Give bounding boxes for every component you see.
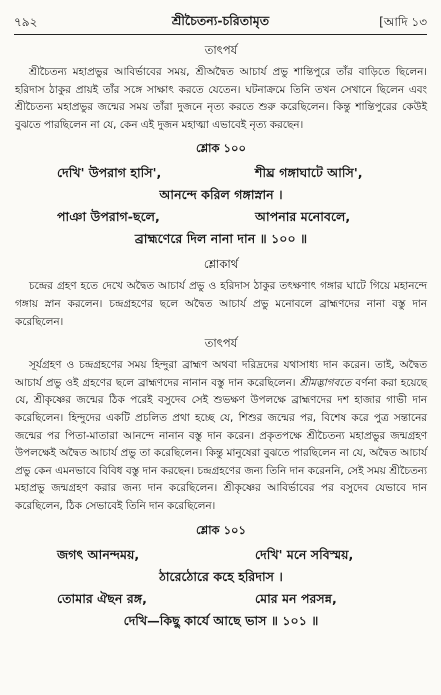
purport-paragraph: শ্রীচৈতন্য মহাপ্রভুর আবির্ভাবের সময়, শ্রীঅদ্বৈত আচার্য প্রভু শান্তিপুরে তাঁর বাড়িতে ছিলেন। হরিদাস ঠাকুর প্রায়ই তাঁর সঙ্গে সাক্ষাৎ করতে যেতেন। ঘটনাক্রমে তিনি তখন সেখানে ছিলেন এবং শ্রীচৈতন্য মহাপ্রভুর জন্মের সময় তাঁরা দুজনে নৃত্য করতে শুরু করেছিলেন। কিন্তু শান্তিপুরের কেউই বুঝতে পারছিলেন না যে, কেন এই দুজন মহাত্মা এভাবেই নৃত্য করছেন।: [15, 66, 427, 131]
verse-line-left: পাঞা উপরাগ-ছলে,: [57, 209, 160, 225]
chapter-reference: [আদি ১৩: [379, 15, 427, 29]
page-number: ৭৯২: [14, 15, 38, 29]
verse-line-left: দেখি' উপরাগ হাসি',: [57, 165, 162, 181]
verse-line-left: জগৎ আনন্দময়,: [57, 546, 140, 562]
verse-line-right: মোর মন পরসন্ন,: [255, 590, 337, 606]
verse-line-left: তোমার ঐছন রঙ্গ,: [57, 590, 147, 606]
verse-line-right: আপনার মনোবলে,: [255, 209, 351, 225]
verse-line: [15, 206, 427, 228]
book-title: শ্রীচৈতন্য-চরিতামৃত: [171, 13, 270, 28]
verse-line: দেখি—কিছু কার্যে আছে ভাস ॥ ১০১ ॥: [123, 612, 319, 628]
purport-heading: তাৎপর্য: [204, 336, 238, 351]
sloka-heading: শ্লোক ১০০: [196, 141, 246, 156]
verse-line: আনন্দে করিল গঙ্গাস্নান ।: [159, 187, 283, 203]
verse-line: ঠারেঠোরে কহে হরিদাস ।: [159, 568, 283, 584]
verse-line: ব্রাহ্মণেরে দিল নানা দান ॥ ১০০ ॥: [134, 231, 308, 247]
scripture-reference: শ্রীমদ্ভাগবতে: [299, 376, 352, 389]
translation-heading: শ্লোকার্থ: [203, 257, 239, 272]
page-content: [15, 40, 427, 632]
verse-line: [15, 162, 427, 184]
running-header: [14, 10, 427, 32]
verse-line: [15, 544, 427, 566]
verse-line: [15, 588, 427, 610]
purport-text: বর্ণনা করা হয়েছে যে, শ্রীকৃষ্ণের জন্মের ঠিক পরেই বসুদেব সেই শুভক্ষণ উপলক্ষে ব্রাহ্মণদের দশ হাজার গাভী দান করেছিলেন। হিন্দুদের একটি প্রচলিত প্রথা হচ্ছে যে, শিশুর জন্মের পর, বিশেষ করে পুত্র সন্তানের জন্মের পর পিতা-মাতারা আনন্দে নানান বস্তু দান করেন। প্রকৃতপক্ষে শ্রীচৈতন্য মহাপ্রভুর জন্মগ্রহণ উপলক্ষেই অদ্বৈত আচার্য প্রভু তা করেছিলেন। কিন্তু মানুষেরা বুঝতে পারছিলেন না যে, অদ্বৈত আচার্য প্রভু কেন এমনভাবে বিবিধ বস্তু দান করছেন। চন্দ্রগ্রহণের জন্য তিনি দান করেননি, সেই সময় শ্রীচৈতন্য মহাপ্রভু জন্মগ্রহণ করার জন্য দান করেছিলেন। শ্রীকৃষ্ণের আবির্ভাবের পর বসুদেব যেভাবে দান করেছিলেন, ঠিক সেভাবেই তিনি দান করেছিলেন।: [15, 376, 427, 512]
purport-heading: তাৎপর্য: [204, 43, 238, 57]
verse-line-right: শীঘ্র গঙ্গাঘাটে আসি',: [255, 165, 363, 181]
purport-text: সূর্যগ্রহণ ও চন্দ্রগ্রহণের সময় হিন্দুরা ব্রাহ্মণ অথবা দরিদ্রদের যথাসাধ্য দান করেন। তাই, অদ্বৈত আচার্য প্রভু ওই গ্রহণের ছলে ব্রাহ্মণদের নানান বস্তু দান করেছিলেন।: [15, 359, 427, 389]
purport-paragraph: [15, 357, 427, 515]
sloka-heading: শ্লোক ১০১: [196, 522, 246, 537]
header-rule: [14, 34, 427, 35]
translation-paragraph: চন্দ্রের গ্রহণ হতে দেখে অদ্বৈত আচার্য প্রভু ও হরিদাস ঠাকুর তৎক্ষণাৎ গঙ্গার ঘাটে গিয়ে মহানন্দে গঙ্গায় স্নান করলেন। চন্দ্রগ্রহণের ছলে অদ্বৈত আচার্য প্রভু মনোবলে ব্রাহ্মণদের নানা বস্তু দান করেছিলেন।: [15, 280, 427, 328]
verse-line-right: দেখি' মনে সবিস্ময়,: [255, 546, 354, 562]
